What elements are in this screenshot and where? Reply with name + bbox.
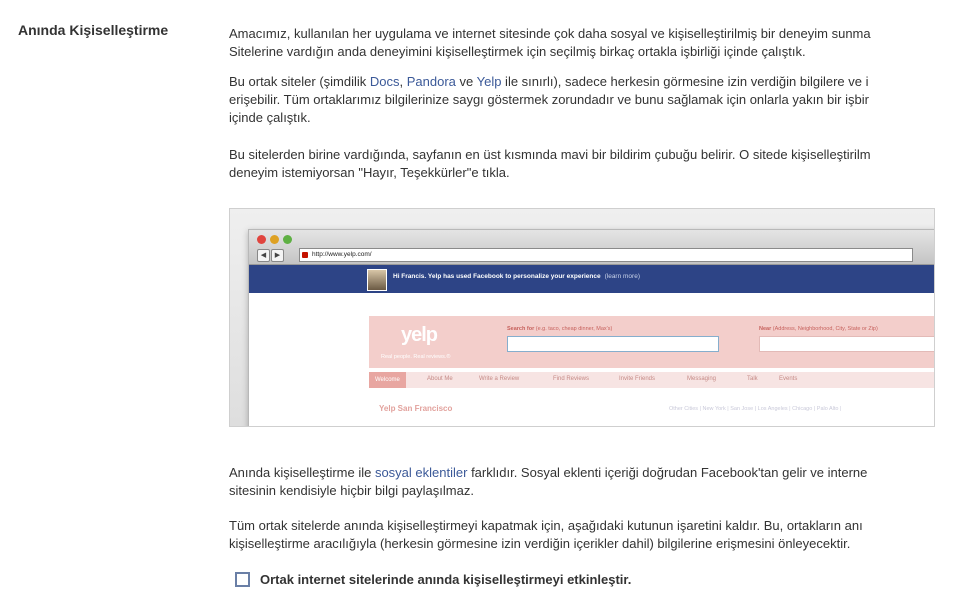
search-hint: (e.g. taco, cheap dinner, Max's) (535, 326, 613, 332)
text-line: Bu sitelerden birine vardığında, sayfanın en üst kısmında mavi bir bildirim çubuğu belirir. O sitede kişiselleştirilm (229, 147, 871, 162)
yelp-tab: Welcome (369, 372, 406, 388)
yelp-tab: Write a Review (479, 376, 520, 382)
learn-more-link: (learn more) (604, 273, 640, 280)
browser-window (248, 229, 935, 427)
maximize-dot-icon (283, 235, 292, 244)
yelp-tab: Events (779, 376, 798, 382)
text-line: erişebilir. Tüm ortaklarımız bilgilerinize saygı göstermek zorundadır ve bunu sağlamak için onlarla yakın bir işbir (229, 92, 869, 107)
yelp-tagline: Real people. Real reviews.® (381, 354, 451, 360)
near-hint: (Address, Neighborhood, City, State or Zip) (772, 326, 878, 332)
yelp-search-field (507, 336, 719, 352)
yelp-logo: yelp (401, 324, 438, 346)
disable-paragraph (229, 517, 960, 553)
checkbox-label: Ortak internet sitelerinde anında kişiselleştirmeyi etkinleştir. (260, 571, 632, 587)
close-dot-icon (257, 235, 266, 244)
yelp-link[interactable]: Yelp (476, 74, 502, 89)
notification-text (393, 273, 640, 280)
address-bar (299, 248, 913, 262)
avatar (367, 269, 387, 291)
text-segment: farklıdır. Sosyal eklenti içeriği doğrudan Facebook'tan gelir ve interne (467, 465, 868, 480)
text-line: sitesinin kendisiyle hiçbir bilgi paylaşılmaz. (229, 483, 474, 498)
instant-personalization-option[interactable] (235, 569, 631, 589)
text-segment: Anında kişiselleştirme ile (229, 465, 375, 480)
yelp-tab: Invite Friends (619, 376, 656, 382)
text-line: Sitelerine vardığın anda deneyimini kişiselleştirmek için seçilmiş birkaç ortakla işbirliği içinde çalıştık. (229, 44, 806, 59)
text-line: Amacımız, kullanılan her uygulama ve internet sitesinde çok daha sosyal ve kişiselleştirilmiş bir deneyim sunma (229, 26, 871, 41)
yelp-city: Yelp San Francisco (379, 404, 453, 413)
docs-link[interactable]: Docs (369, 74, 400, 89)
example-screenshot (229, 208, 935, 427)
text-segment: ile sınırlı), sadece herkesin görmesine izin verdiğin bilgilere ve i (501, 74, 869, 89)
text-line: deneyim istemiyorsan "Hayır, Teşekkürler"e tıkla. (229, 165, 510, 180)
text-segment: , (399, 74, 407, 89)
text-segment: ve (455, 74, 477, 89)
near-label (759, 326, 878, 332)
near-label-text: Near (759, 326, 772, 332)
yelp-tabs (369, 372, 935, 388)
yelp-cities: Other Cities | New York | San Jose | Los Angeles | Chicago | Palo Alto | (669, 406, 842, 412)
search-label-text: Search for (507, 326, 535, 332)
text-segment: Bu ortak siteler (şimdilik (229, 74, 370, 89)
social-plugins-link[interactable]: sosyal eklentiler (374, 465, 468, 480)
minimize-dot-icon (270, 235, 279, 244)
yelp-header (369, 316, 935, 368)
plugins-paragraph (229, 464, 960, 500)
text-line (229, 73, 960, 91)
partners-paragraph (229, 73, 960, 127)
intro-paragraph (229, 25, 960, 61)
text-line: Tüm ortak sitelerde anında kişiselleştirmeyi kapatmak için, aşağıdaki kutunun işaretini kaldır. Bu, ortakların anı (229, 518, 863, 533)
yelp-near-field (759, 336, 935, 352)
favicon-icon (302, 252, 308, 258)
text-line: içinde çalıştık. (229, 110, 311, 125)
notification-paragraph (229, 146, 960, 182)
pandora-link[interactable]: Pandora (406, 74, 456, 89)
section-title: Anında Kişiselleştirme (18, 22, 169, 38)
yelp-tab: Talk (747, 376, 758, 382)
text-line (229, 464, 960, 482)
yelp-tab: Messaging (687, 376, 717, 382)
back-arrow-icon: ◀ (257, 249, 270, 262)
text-line: kişiselleştirme aracılığıyla (herkesin görmesine izin verdiğin içerikler dahil) bilgilerine erişmesini önleyecektir. (229, 536, 851, 551)
enable-checkbox[interactable] (235, 572, 250, 587)
yelp-tab: Find Reviews (553, 376, 590, 382)
forward-arrow-icon: ▶ (271, 249, 284, 262)
yelp-tab: About Me (427, 376, 453, 382)
facebook-notification-bar (249, 265, 935, 293)
search-label (507, 326, 612, 332)
address-url: http://www.yelp.com/ (312, 251, 372, 258)
notification-message: Hi Francis. Yelp has used Facebook to personalize your experience (393, 273, 601, 280)
browser-toolbar (249, 230, 935, 265)
